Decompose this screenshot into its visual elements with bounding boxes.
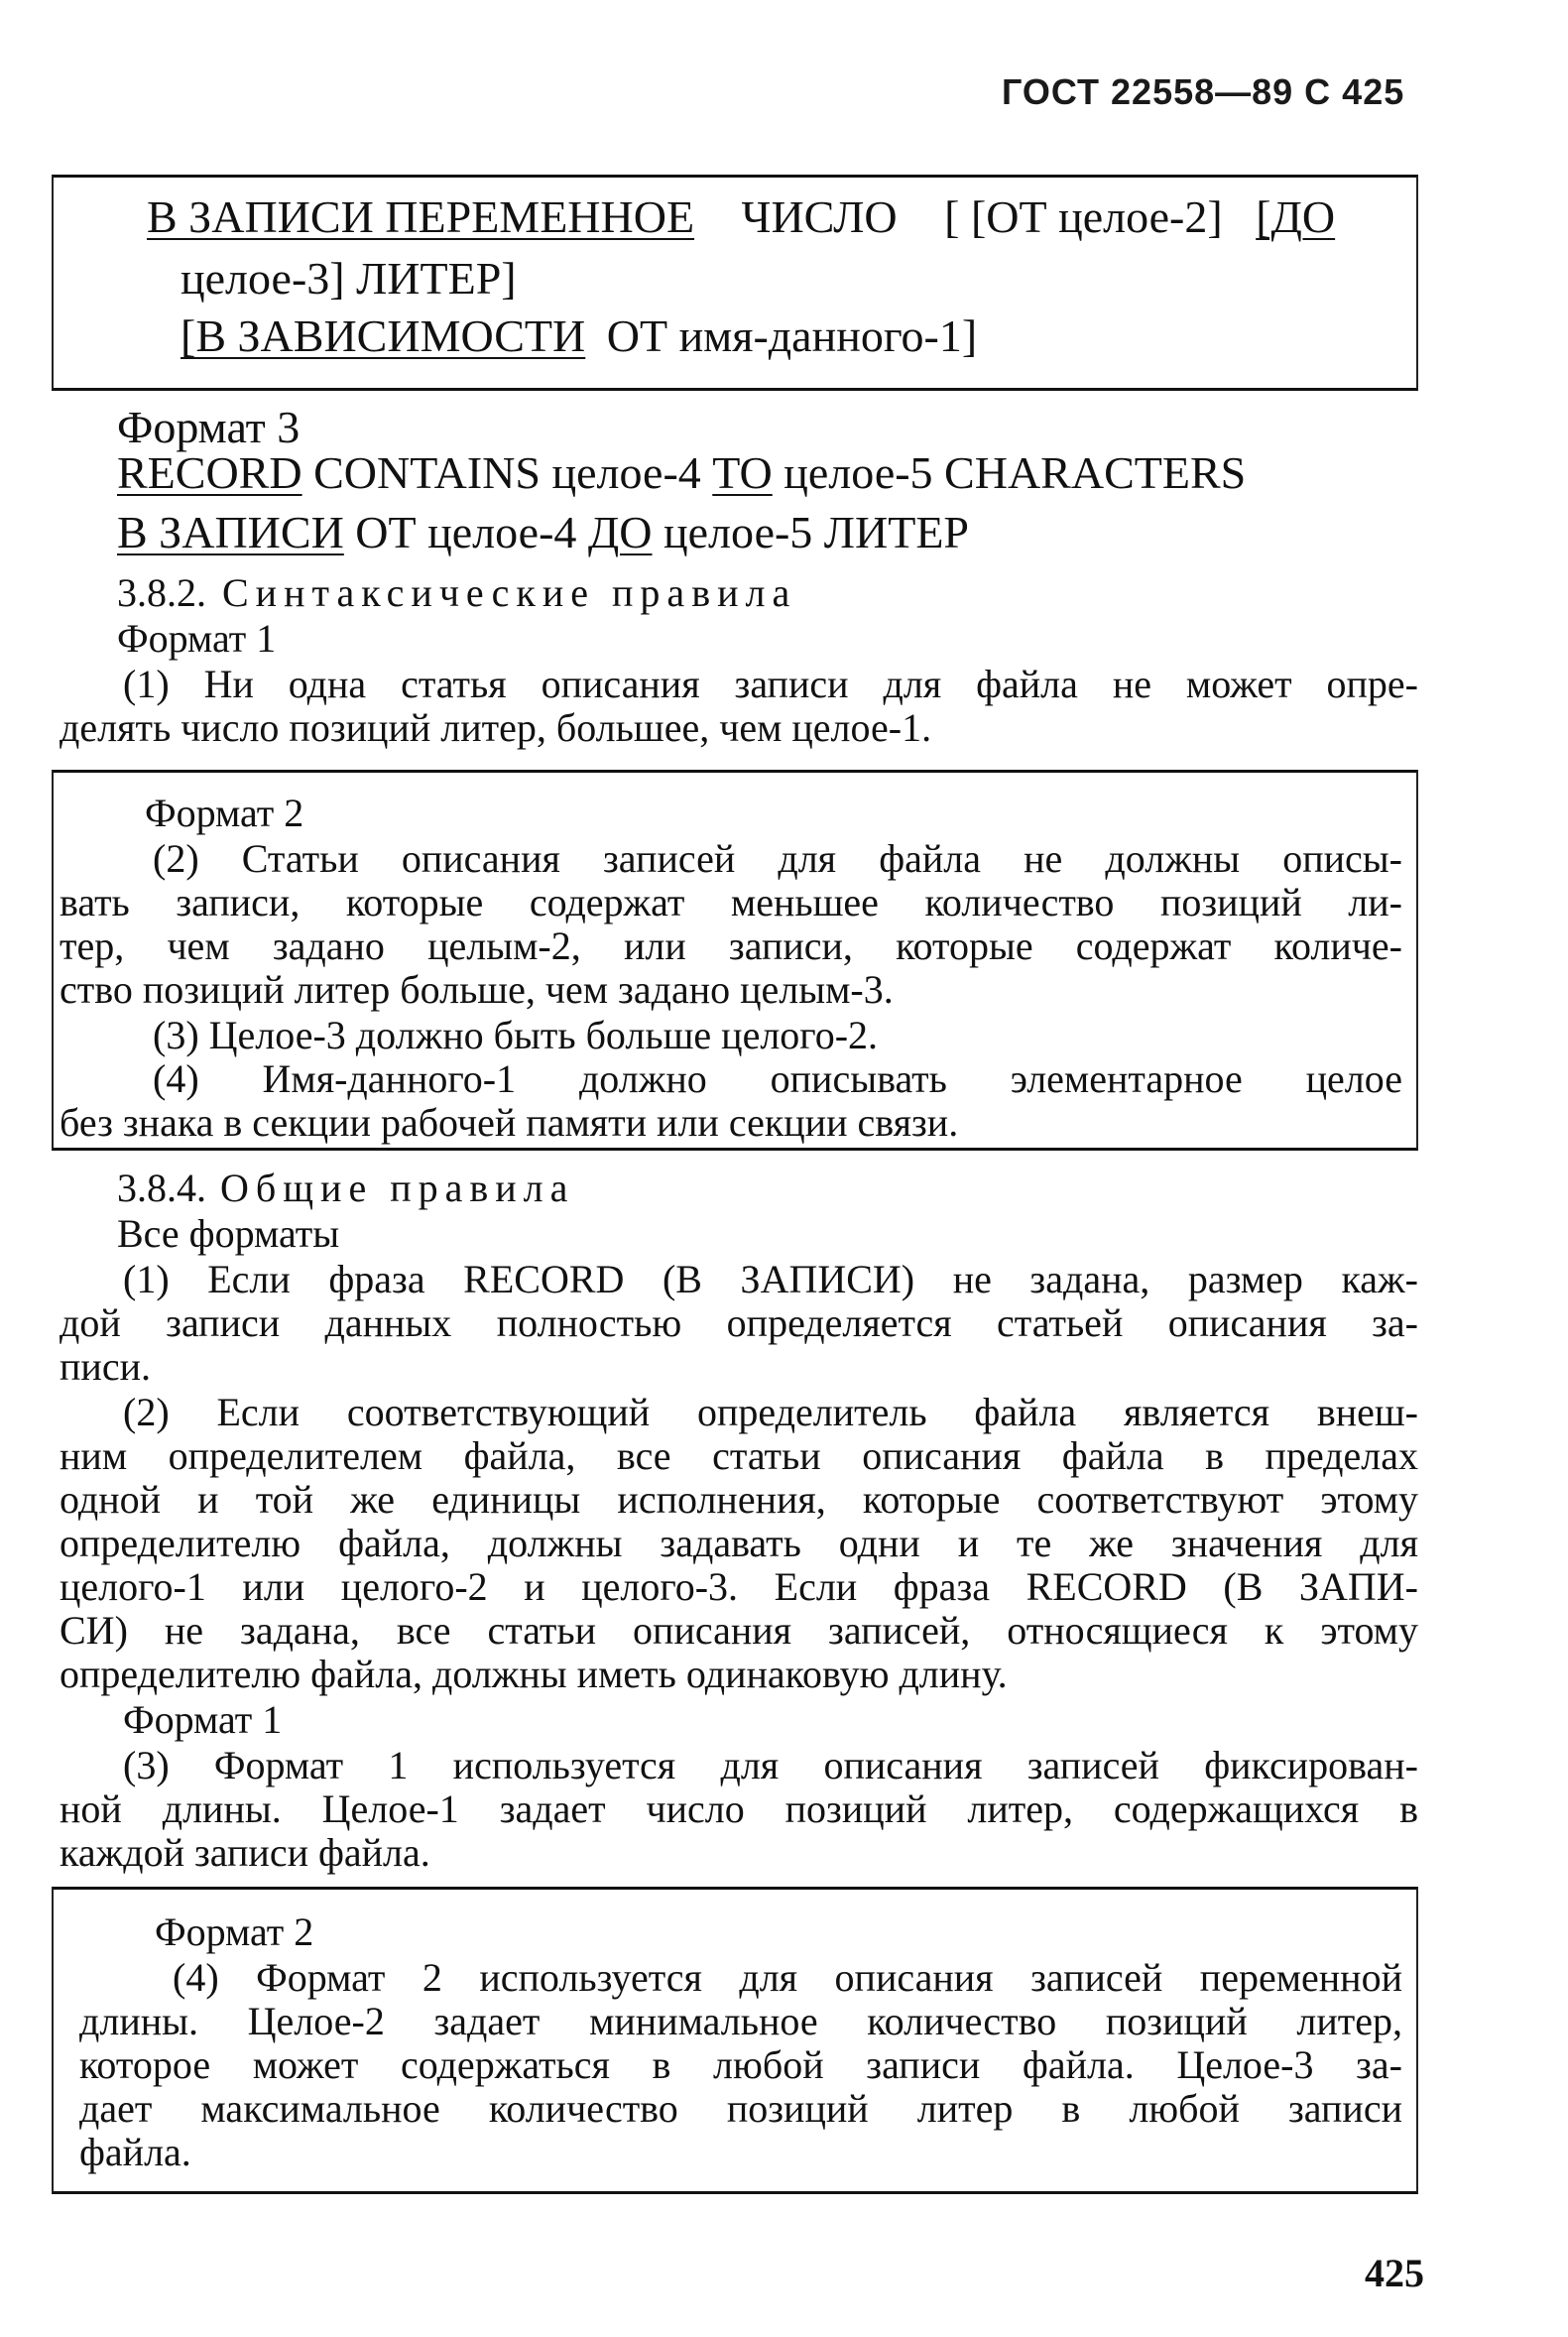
general-format1-title: Формат 1 [123,1697,283,1742]
kw-to: TO [712,447,773,498]
general-rule2-line3: одной и той же единицы исполнения, которые соответствуют этому [60,1477,1418,1522]
kw-do-2: ДО [587,507,653,557]
general-rule3-line1: (3) Формат 1 используется для описания записей фиксирован- [123,1743,1418,1787]
section-title: Синтаксические правила [222,570,797,615]
general-rule2-line5: целого-1 или целого-2 и целого-3. Если фраза RECORD (В ЗАПИ- [60,1564,1418,1609]
kw-v-zavisimosti: [В ЗАВИСИМОСТИ [181,310,586,361]
format3-characters: целое-5 CHARACTERS [784,447,1247,498]
all-formats-title: Все форматы [117,1211,340,1256]
opt-ot-imya-dannogo: ОТ имя-данного-1] [606,310,978,361]
syntax-rule1-line1: (1) Ни одна статья описания записи для файла не может опре- [123,662,1418,706]
box3-rule4-line1: (4) Формат 2 используется для описания записей переменной [173,1955,1402,2000]
kw-v-zapisi-peremennoe: В ЗАПИСИ ПЕРЕМЕННОЕ [147,191,695,242]
box2-title: Формат 2 [145,791,304,835]
box2-rule2-line4: ство позиций литер больше, чем задано целым-3. [60,967,894,1012]
box2-rule2-line2: вать записи, которые содержат меньшее количество позиций ли- [60,880,1402,924]
running-header: ГОСТ 22558—89 С 425 [1002,71,1405,112]
box2-rule2-line1: (2) Статьи описания записей для файла не должны описы- [153,836,1402,881]
general-rule2-line7: определителю файла, должны иметь одинаковую длину. [60,1652,1008,1696]
general-rule1-line2: дой записи данных полностью определяется статьей описания за- [60,1300,1418,1345]
kw-do: [ДО [1256,191,1336,242]
box3-rule4-line2: длины. Целое-2 задает минимальное количество позиций литер, [79,1999,1402,2043]
format3-contains: CONTAINS целое-4 [313,447,701,498]
format3-ot-celoe: ОТ целое-4 [355,507,577,557]
box2-rule4-line1: (4) Имя-данного-1 должно описывать элементарное целое [153,1056,1402,1101]
format3-line1 [117,447,1247,498]
general-rule1-line3: писи. [60,1344,151,1389]
kw-chislo: ЧИСЛО [741,191,898,242]
syntax-format1-title: Формат 1 [117,616,277,661]
box3-rule4-line5: файла. [79,2130,191,2174]
general-rule3-line2: ной длины. Целое-1 задает число позиций литер, содержащихся в [60,1786,1418,1831]
general-rule2-line4: определителю файла, должны задавать одни и те же значения для [60,1521,1418,1565]
section-3-8-4-heading [117,1168,574,1208]
box3-rule4-line3: которое может содержаться в любой записи файла. Целое-3 за- [79,2042,1402,2087]
box1-line1 [147,191,1336,242]
format3-title: Формат 3 [117,402,301,452]
kw-v-zapisi: В ЗАПИСИ [117,507,344,557]
section-3-8-2-heading [117,570,797,615]
general-rule2-line6: СИ) не задана, все статьи описания записей, относящиеся к этому [60,1608,1418,1653]
box3-title: Формат 2 [155,1909,314,1954]
syntax-rule1-line2: делять число позиций литер, большее, чем целое-1. [60,705,932,750]
general-rule2-line1: (2) Если соответствующий определитель файла является внеш- [123,1390,1418,1434]
page-number: 425 [1365,2251,1424,2295]
general-rule2-line2: ним определителем файла, все статьи описания файла в пределах [60,1433,1418,1478]
kw-record: RECORD [117,447,302,498]
opt-ot-celoe-2: [ [ОТ целое-2] [944,191,1223,242]
box2-rule4-line2: без знака в секции рабочей памяти или секции связи. [60,1100,959,1145]
general-rule3-line3: каждой записи файла. [60,1830,430,1875]
general-rule1-line1: (1) Если фраза RECORD (В ЗАПИСИ) не задана, размер каж- [123,1257,1418,1301]
section-number: 3.8.2. [117,570,206,615]
box1-line3 [181,310,978,361]
box2-rule3: (3) Целое-3 должно быть больше целого-2. [153,1013,879,1057]
box2-rule2-line3: тер, чем задано целым-2, или записи, которые содержат количе- [60,923,1402,968]
section-number: 3.8.4. [117,1166,206,1210]
box1-line2: целое-3] ЛИТЕР] [181,253,517,304]
format3-line2 [117,507,969,557]
format3-liter: целое-5 ЛИТЕР [663,507,969,557]
section-title: Общие правила [220,1166,575,1210]
box3-rule4-line4: дает максимальное количество позиций литер в любой записи [79,2086,1402,2131]
